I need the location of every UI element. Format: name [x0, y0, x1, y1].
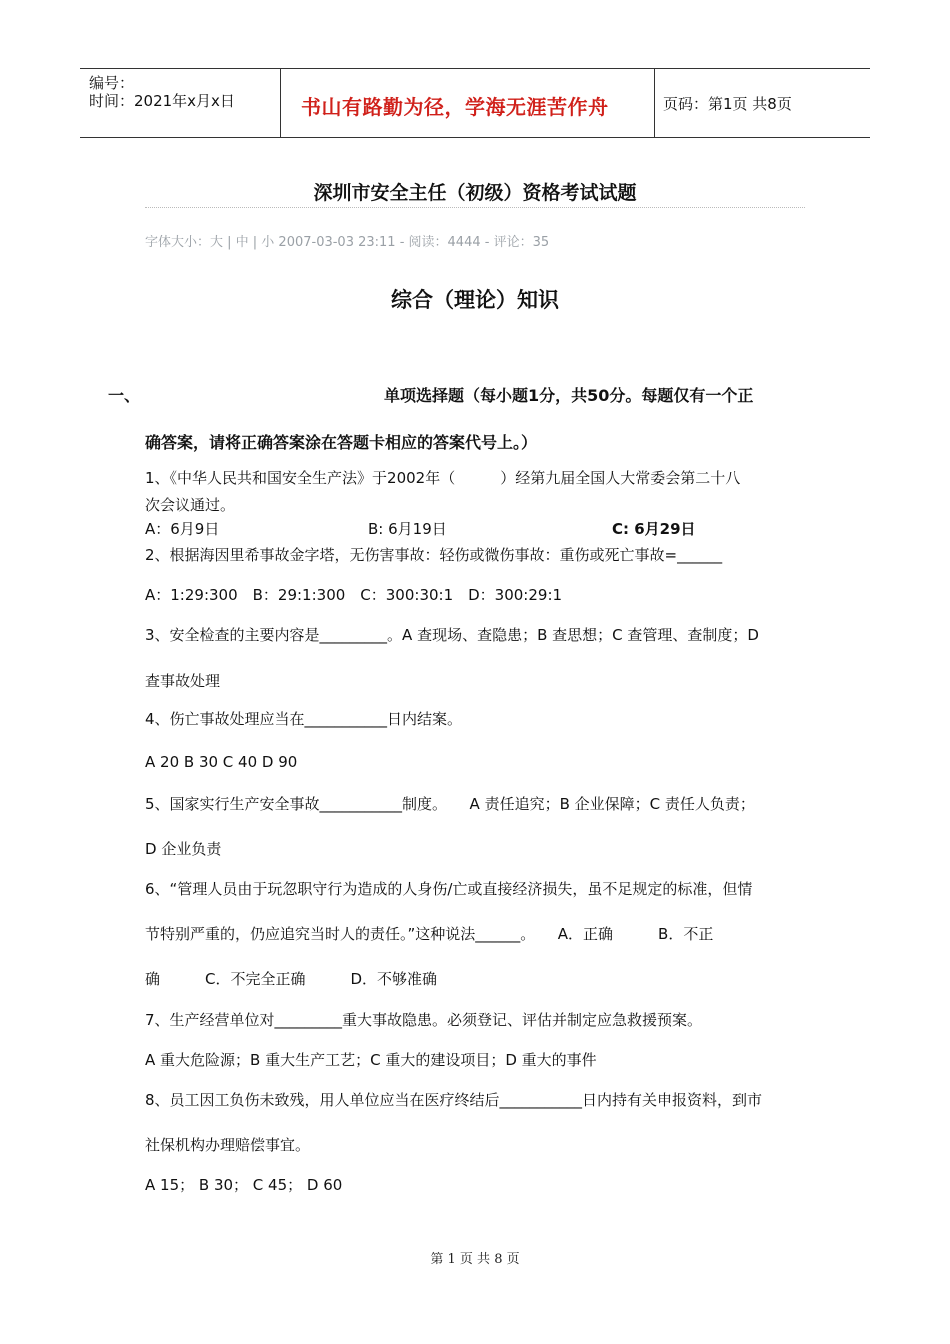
section-heading-line1: 单项选择题（每小题1分，共50分。每题仅有一个正 — [384, 386, 754, 405]
header-table — [80, 68, 870, 138]
question-6-line2: 节特别严重的，仍应追究当时人的责任。”这种说法______。 A．正确 B．不正 — [145, 925, 714, 943]
date-label: 时间：2021年x月x日 — [89, 92, 235, 110]
question-1-option-b: B: 6月19日 — [368, 520, 447, 538]
question-3-line2: 查事故处理 — [145, 672, 221, 690]
number-label: 编号： — [89, 74, 135, 92]
question-8-line2: 社保机构办理赔偿事宜。 — [145, 1136, 311, 1154]
question-1-line2: 次会议通过。 — [145, 496, 236, 514]
page-footer: 第 1 页 共 8 页 — [430, 1252, 520, 1267]
question-4: 4、伤亡事故处理应当在___________日内结案。 — [145, 710, 463, 728]
question-5-line2: D 企业负责 — [145, 840, 222, 858]
question-2: 2、根据海因里希事故金字塔，无伤害事故：轻伤或微伤事故：重伤或死亡事故=______ — [145, 546, 723, 564]
question-1-option-a: A：6月9日 — [145, 520, 220, 538]
question-4-options: A 20 B 30 C 40 D 90 — [145, 753, 298, 771]
article-meta: 字体大小：大 | 中 | 小 2007-03-03 23:11 - 阅读：4444 - 评论：35 — [145, 235, 550, 250]
question-8-line1: 8、员工因工负伤未致残，用人单位应当在医疗终结后___________日内持有关申报资料，到市 — [145, 1091, 763, 1109]
title-divider — [145, 207, 805, 208]
section-heading-line2: 确答案，请将正确答案涂在答题卡相应的答案代号上。） — [145, 433, 538, 452]
document-subtitle: 综合（理论）知识 — [391, 288, 559, 312]
question-7-options: A 重大危险源；B 重大生产工艺；C 重大的建设项目；D 重大的事件 — [145, 1051, 597, 1069]
section-number: 一、 — [108, 386, 141, 405]
question-3-line1: 3、安全检查的主要内容是_________。A 查现场、查隐患；B 查思想；C 查管理、查制度；D — [145, 626, 759, 644]
question-6-line1: 6、“管理人员由于玩忽职守行为造成的人身伤/亡或直接经济损失，虽不足规定的标准，但情 — [145, 880, 753, 898]
question-2-options: A：1:29:300 B：29:1:300 C：300:30:1 D：300:29:1 — [145, 586, 563, 604]
question-1-option-c: C: 6月29日 — [612, 520, 696, 538]
motto-text: 书山有路勤为径，学海无涯苦作舟 — [301, 95, 609, 119]
question-5-line1: 5、国家实行生产安全事故___________制度。 A 责任追究；B 企业保障；C 责任人负责； — [145, 795, 755, 813]
header-motto-cell — [281, 69, 655, 137]
question-8-options: A 15； B 30； C 45； D 60 — [145, 1176, 343, 1194]
question-6-line3: 确 C．不完全正确 D．不够准确 — [145, 970, 438, 988]
header-info-cell — [80, 69, 281, 137]
page-number-label: 页码：第1页 共8页 — [663, 95, 792, 113]
question-7: 7、生产经营单位对_________重大事故隐患。必须登记、评估并制定应急救援预案。 — [145, 1011, 703, 1029]
document-title: 深圳市安全主任（初级）资格考试试题 — [313, 182, 637, 204]
question-1-line1: 1、《中华人民共和国安全生产法》于2002年（ ）经第九届全国人大常委会第二十八 — [145, 469, 741, 487]
